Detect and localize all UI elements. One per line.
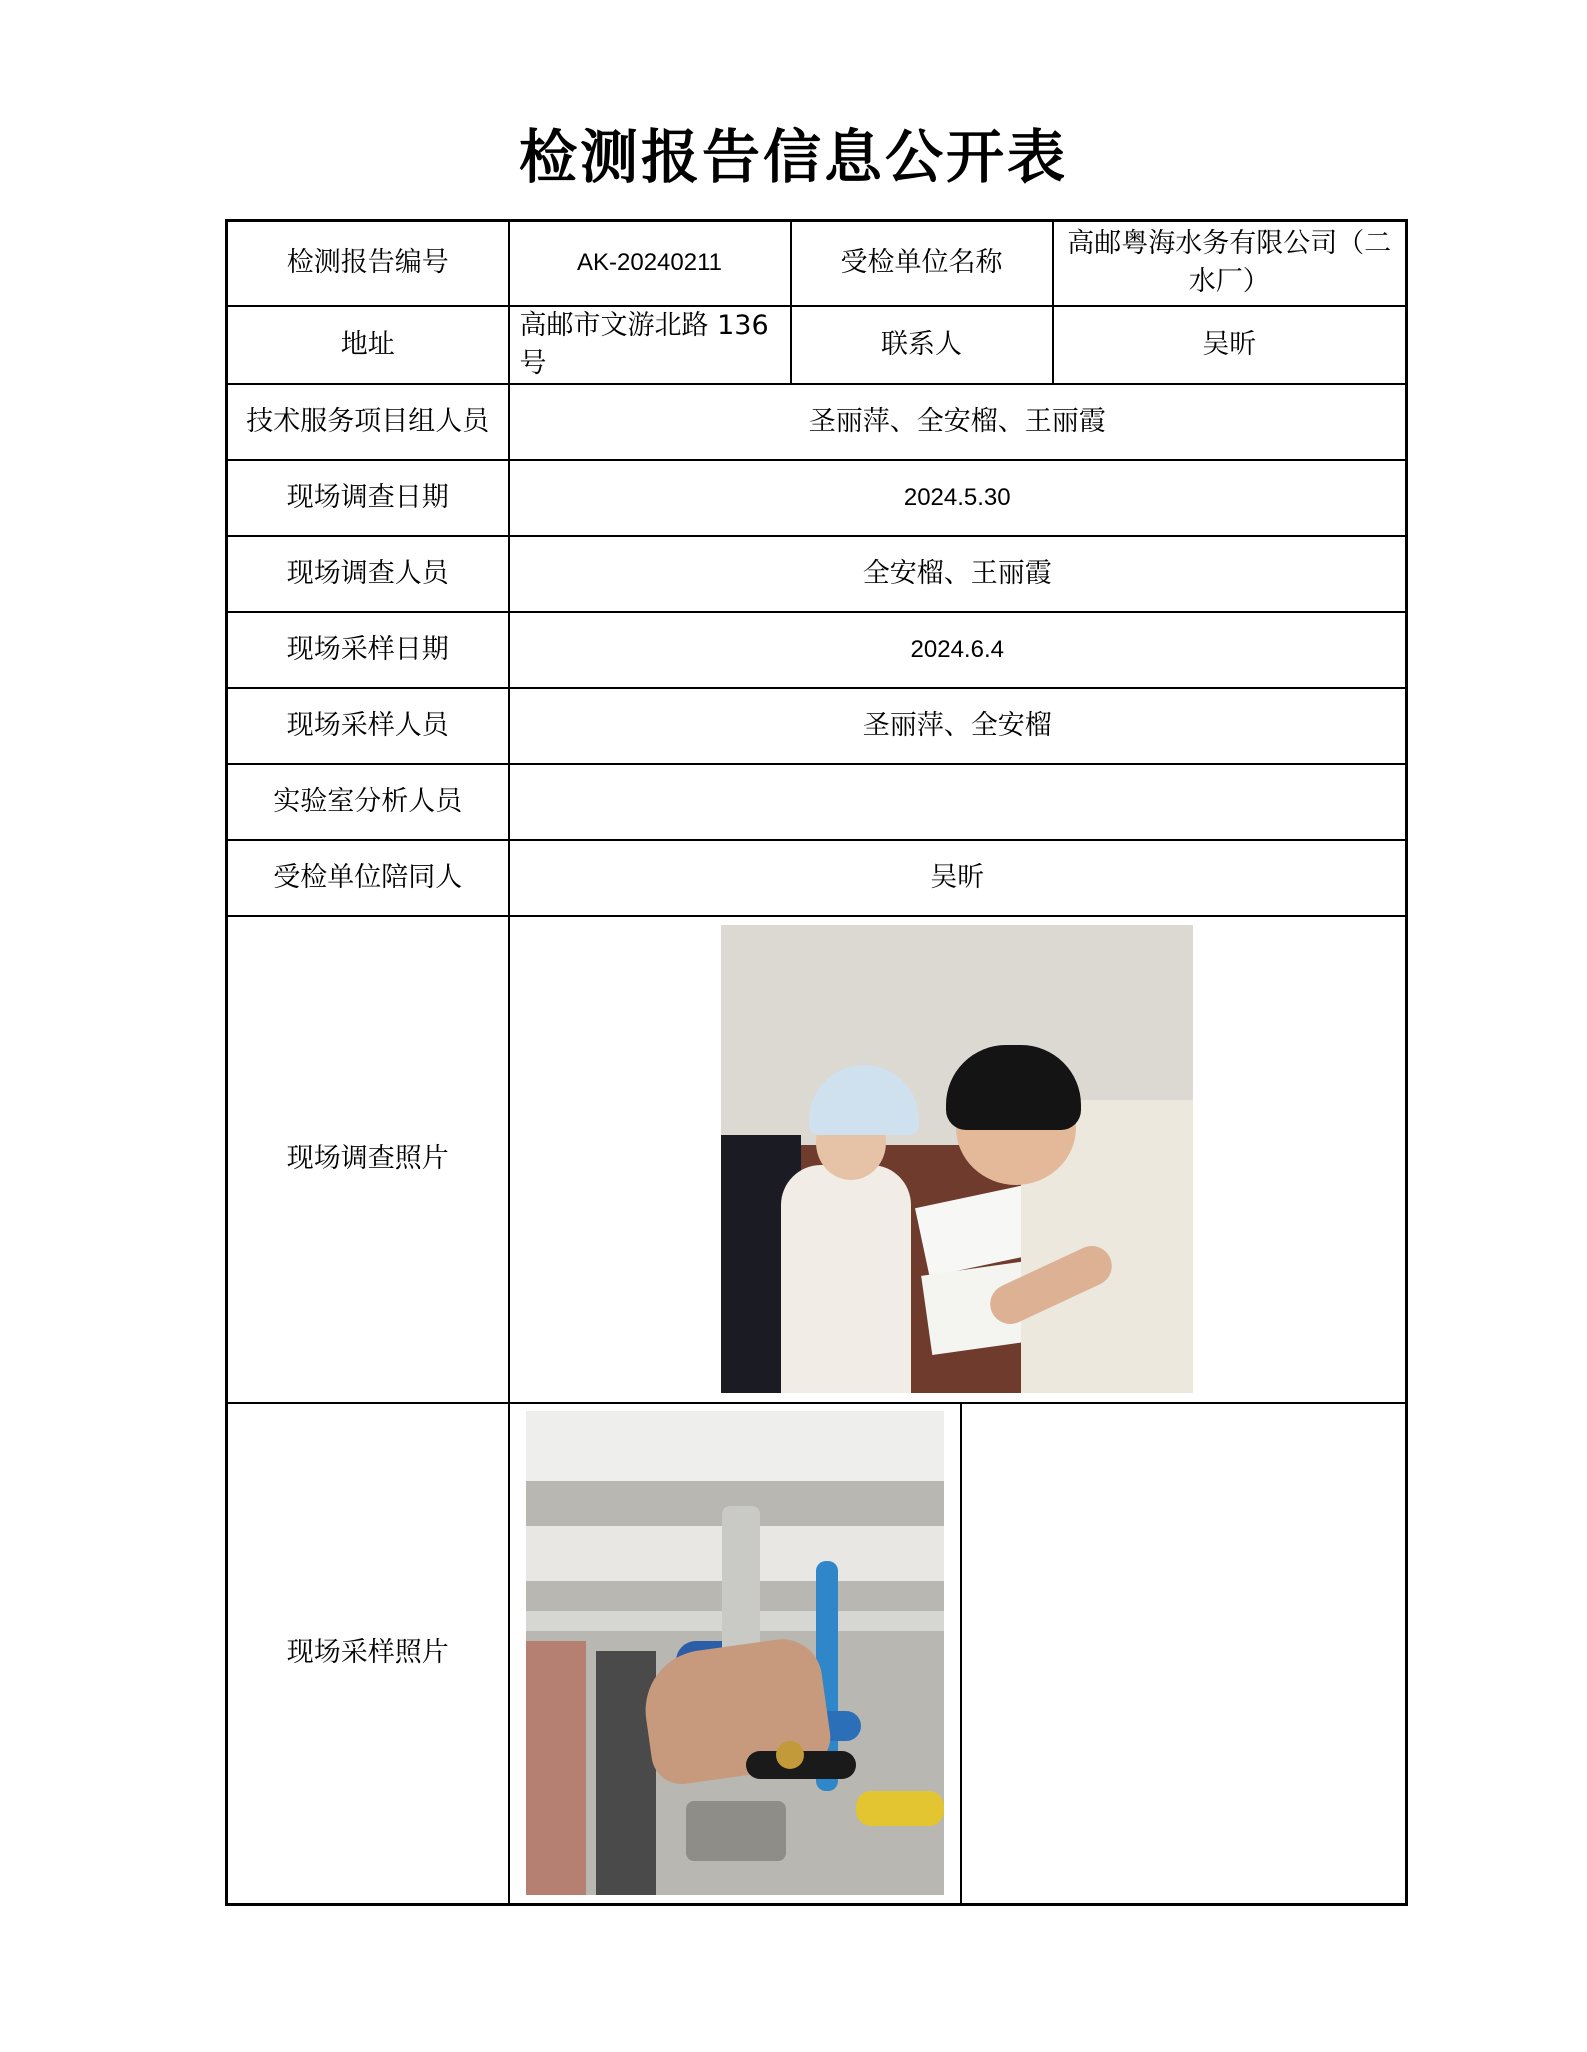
table-row: [227, 384, 1407, 460]
contact-value: 吴昕: [1053, 306, 1407, 384]
survey-date-value: 2024.5.30: [509, 460, 1407, 536]
report-no-label: 检测报告编号: [227, 221, 509, 306]
team-label: 技术服务项目组人员: [227, 384, 509, 460]
unit-name-value: 高邮粤海水务有限公司（二水厂）: [1053, 221, 1407, 306]
escort-label: 受检单位陪同人: [227, 840, 509, 916]
table-row: [227, 840, 1407, 916]
table-row: [227, 306, 1407, 384]
table-row: [227, 764, 1407, 840]
sampling-date-label: 现场采样日期: [227, 612, 509, 688]
survey-photo-cell: [509, 916, 1407, 1403]
survey-photo: [721, 925, 1193, 1393]
survey-photo-label: 现场调查照片: [227, 916, 509, 1403]
address-label: 地址: [227, 306, 509, 384]
survey-staff-label: 现场调查人员: [227, 536, 509, 612]
info-table: [225, 219, 1408, 1906]
table-row: [227, 612, 1407, 688]
sampling-staff-label: 现场采样人员: [227, 688, 509, 764]
table-row: [227, 536, 1407, 612]
page-title: 检测报告信息公开表: [518, 123, 1068, 191]
address-value: 高邮市文游北路 136 号: [509, 306, 791, 384]
sampling-staff-value: 圣丽萍、全安榴: [509, 688, 1407, 764]
escort-value: 吴昕: [509, 840, 1407, 916]
team-value: 圣丽萍、全安榴、王丽霞: [509, 384, 1407, 460]
survey-date-label: 现场调查日期: [227, 460, 509, 536]
survey-staff-value: 全安榴、王丽霞: [509, 536, 1407, 612]
table-row: [227, 221, 1407, 306]
contact-label: 联系人: [791, 306, 1053, 384]
lab-staff-label: 实验室分析人员: [227, 764, 509, 840]
sampling-photo: [526, 1411, 944, 1895]
sampling-date-value: 2024.6.4: [509, 612, 1407, 688]
report-no-value: AK-20240211: [509, 221, 791, 306]
sampling-photo-label: 现场采样照片: [227, 1403, 509, 1905]
table-row: [227, 916, 1407, 1403]
lab-staff-value: [509, 764, 1407, 840]
table-row: [227, 460, 1407, 536]
table-row: [227, 1403, 1407, 1905]
unit-name-label: 受检单位名称: [791, 221, 1053, 306]
table-row: [227, 688, 1407, 764]
sampling-photo-cell: [509, 1403, 1407, 1905]
